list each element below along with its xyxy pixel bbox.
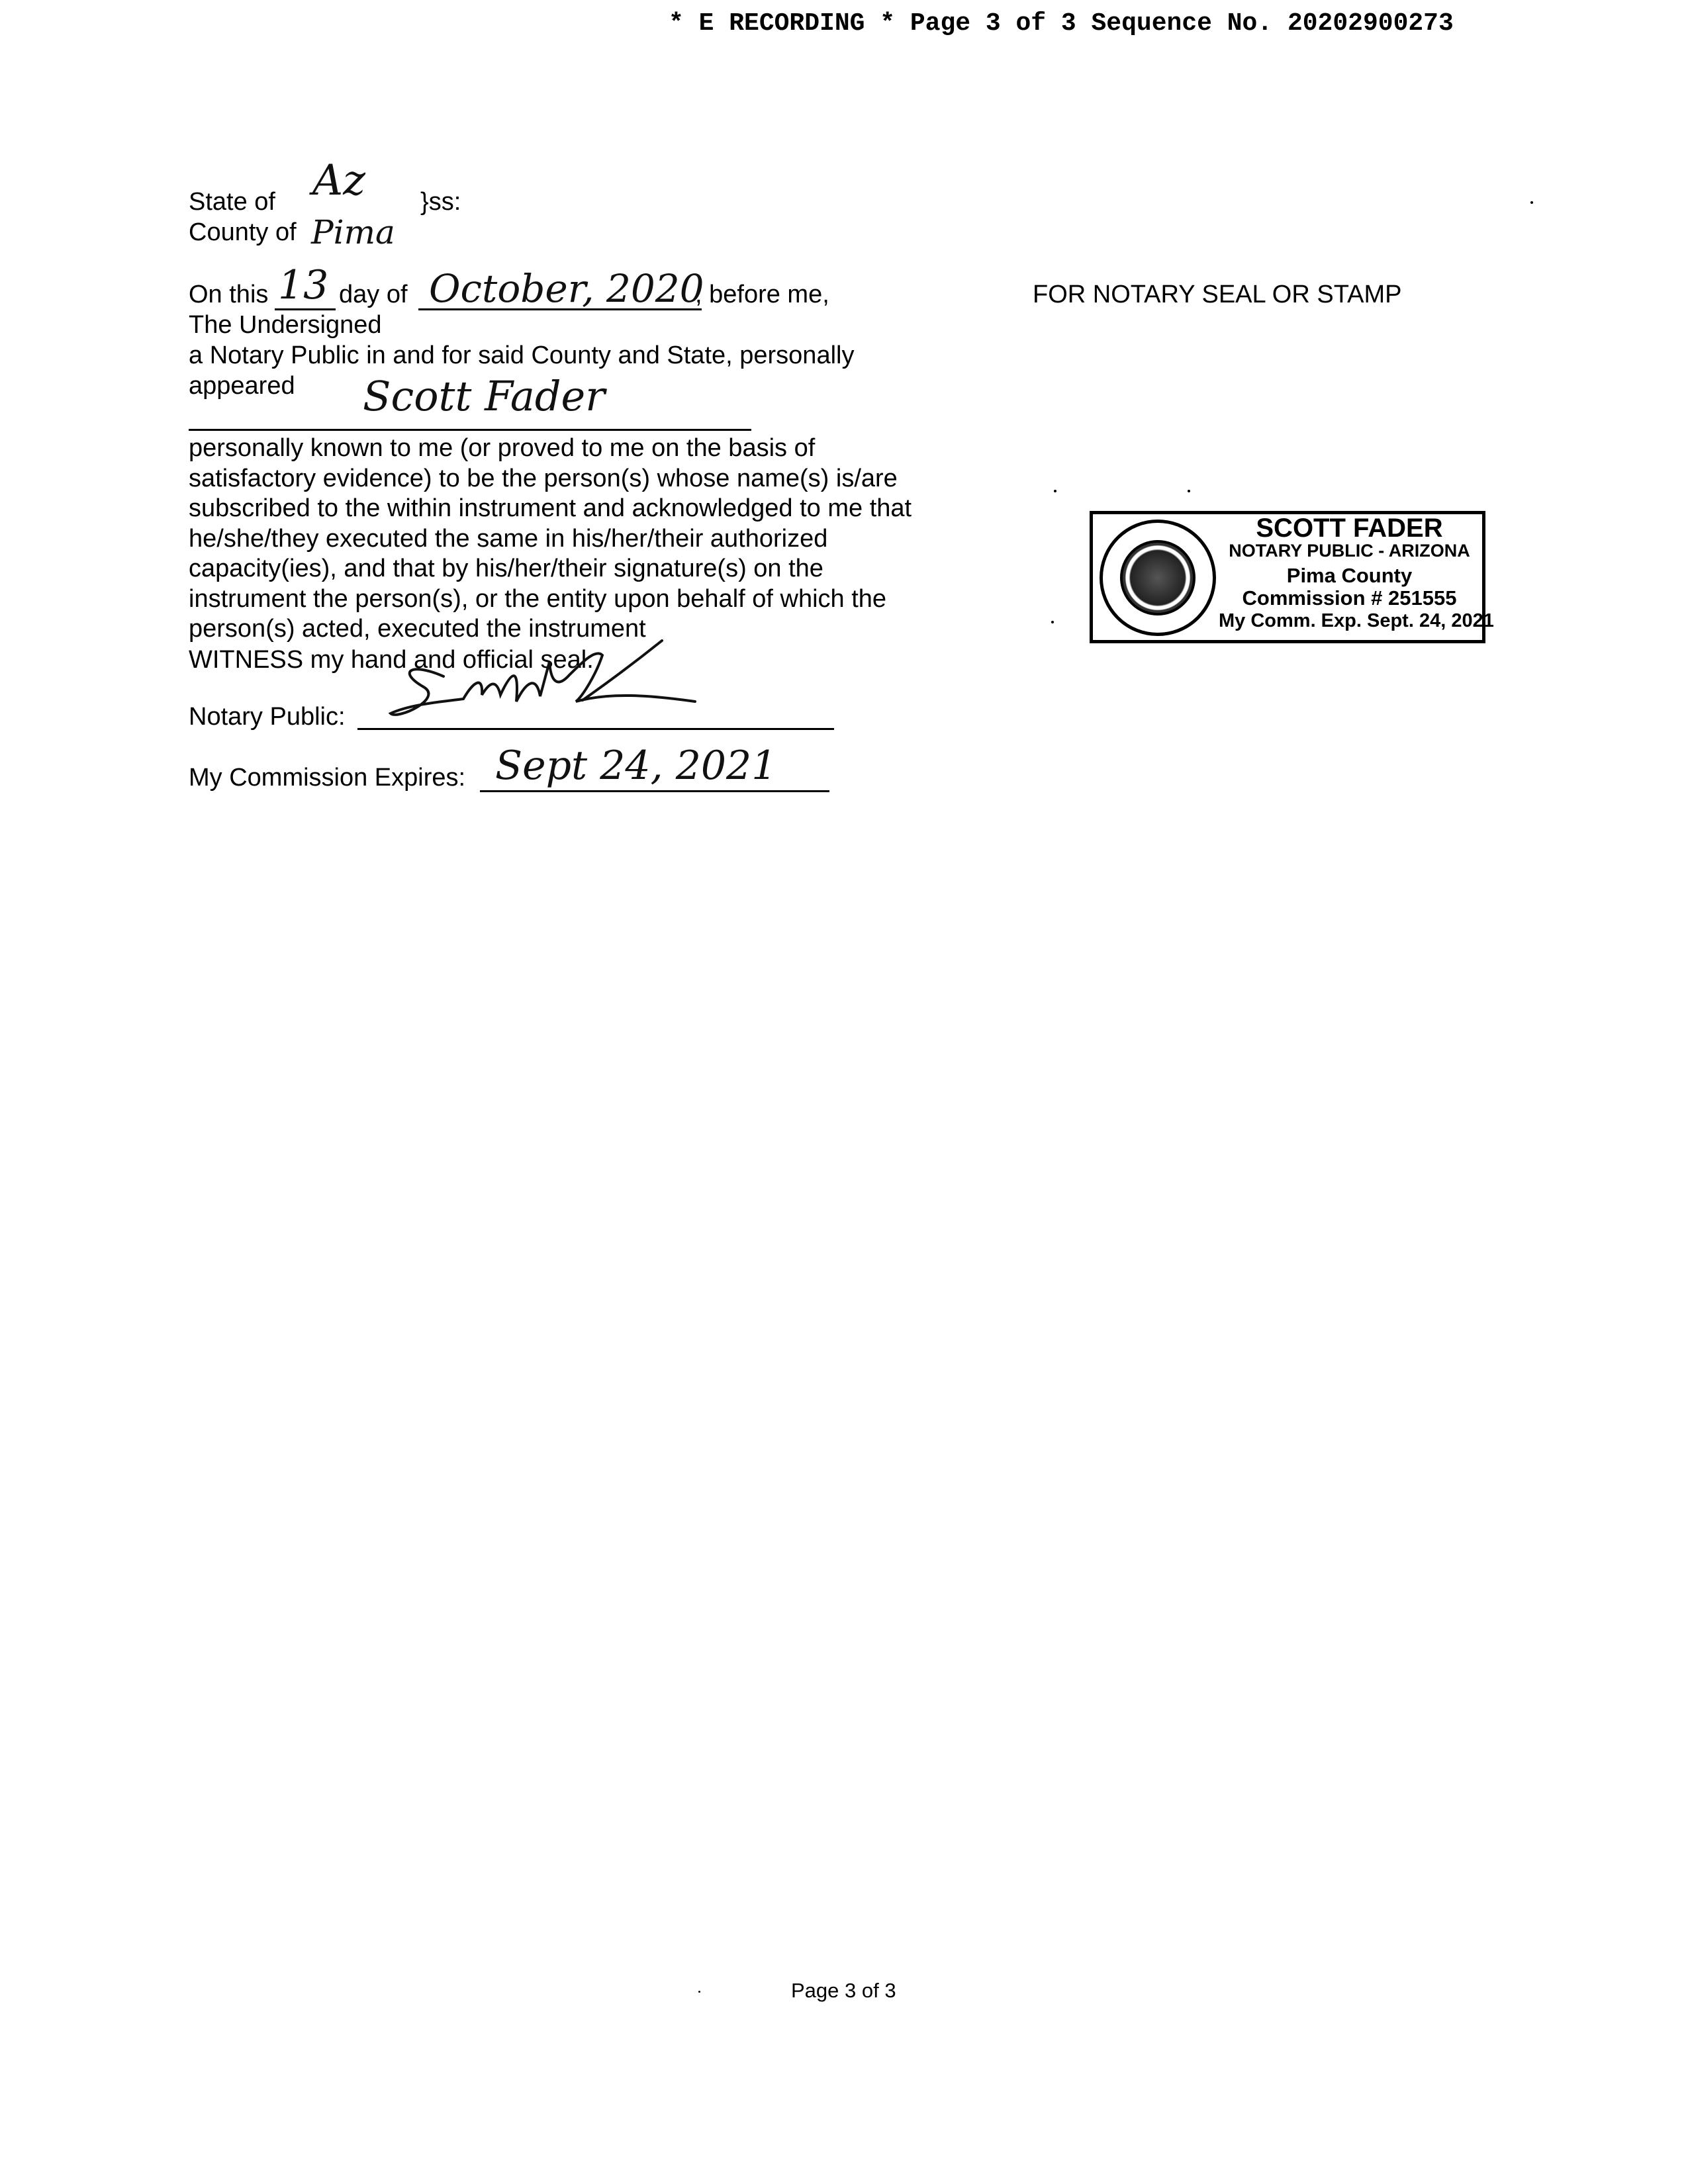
before-me-label: , before me, [695, 281, 829, 308]
paragraph-line: subscribed to the within instrument and acknowledged to me that [189, 494, 912, 522]
paragraph-line: instrument the person(s), or the entity upon behalf of which the [189, 584, 887, 613]
page-number: Page 3 of 3 [791, 1979, 896, 2002]
on-this-label: On this [189, 281, 269, 308]
commission-expires-label: My Commission Expires: [189, 764, 466, 792]
stamp-commission: Commission # 251555 [1242, 586, 1457, 610]
state-label: State of [189, 188, 275, 216]
month-year-underline [418, 308, 702, 310]
paragraph-line: satisfactory evidence) to be the person(s) whose name(s) is/are [189, 464, 898, 492]
day-of-label: day of [339, 281, 408, 308]
state-seal-icon [1100, 520, 1216, 636]
paragraph-line: capacity(ies), and that by his/her/their signature(s) on the [189, 555, 823, 582]
notary-signature-graphic [384, 635, 702, 735]
month-year-value-handwritten: October, 2020 [429, 266, 704, 311]
scan-dot [1054, 490, 1056, 492]
stamp-title: NOTARY PUBLIC - ARIZONA [1229, 541, 1470, 561]
stamp-expires: My Comm. Exp. Sept. 24, 2021 [1219, 610, 1494, 631]
commission-expires-value-handwritten: Sept 24, 2021 [495, 743, 777, 789]
notary-public-label: Notary Public: [189, 703, 346, 731]
notary-seal-label: FOR NOTARY SEAL OR STAMP [1033, 281, 1402, 308]
county-label: County of [189, 218, 297, 246]
day-value-handwritten: 13 [278, 262, 329, 308]
stamp-name: SCOTT FADER [1256, 514, 1443, 543]
commission-expires-underline [480, 790, 829, 792]
paragraph-line: person(s) acted, executed the instrument [189, 615, 646, 643]
scan-dot [1530, 201, 1533, 204]
paragraph-line: personally known to me (or proved to me on the basis of [189, 434, 816, 462]
notary-signature-underline [357, 728, 834, 730]
scan-dot [698, 1991, 700, 1993]
appeared-label: appeared [189, 372, 295, 400]
stamp-county: Pima County [1286, 564, 1413, 587]
state-value-handwritten: Az [312, 156, 365, 205]
notary-public-line: a Notary Public in and for said County and State, personally [189, 341, 855, 369]
witness-text: WITNESS my hand and official seal. [189, 646, 594, 674]
scan-dot [1188, 490, 1190, 492]
acknowledgment-paragraph [189, 433, 970, 645]
appeared-underline [189, 429, 751, 431]
paragraph-line: he/she/they executed the same in his/her/their authorized [189, 524, 828, 553]
undersigned-text: The Undersigned [189, 311, 382, 339]
county-value-handwritten: Pima [311, 213, 395, 251]
stamp-text-block [1219, 514, 1494, 632]
notary-stamp [1090, 511, 1494, 643]
ss-label: }ss: [420, 188, 461, 216]
appeared-name-handwritten: Scott Fader [363, 372, 605, 420]
scan-dot [1051, 621, 1054, 623]
recording-header: * E RECORDING * Page 3 of 3 Sequence No. 20202900273 [669, 9, 1454, 38]
